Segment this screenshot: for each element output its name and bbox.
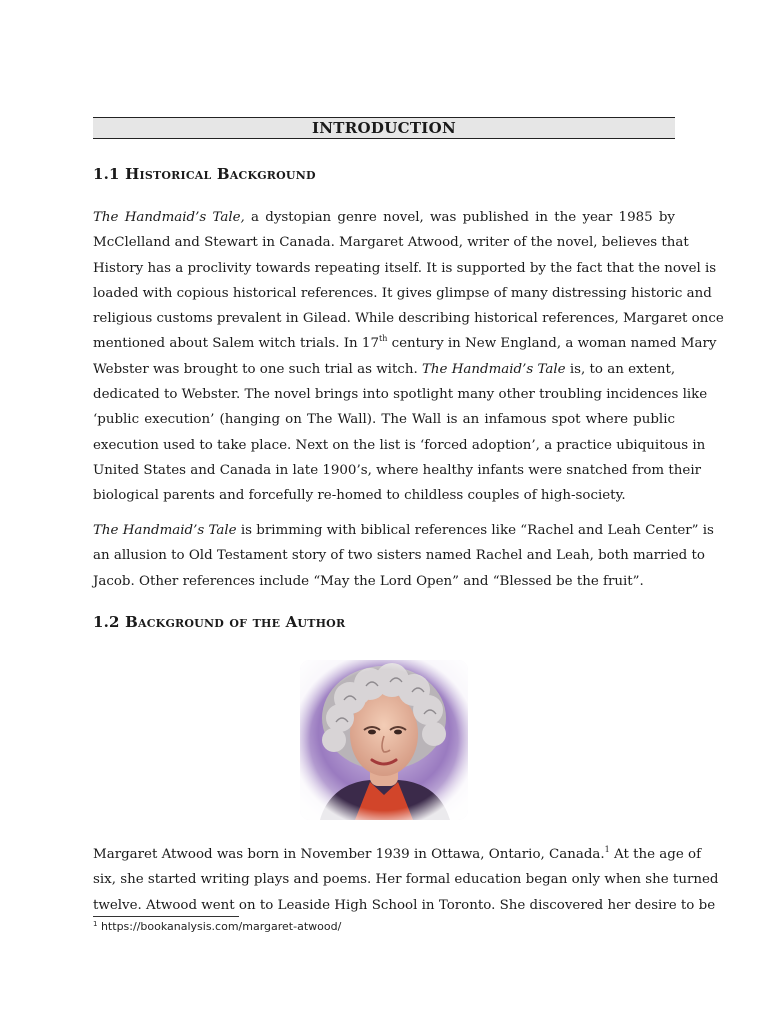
text-line: an allusion to Old Testament story of two sisters named Rachel and Leah, both married to [93,548,705,564]
text-line: ‘public execution’ (hanging on The Wall). The Wall is an infamous spot where public [93,412,675,428]
novel-title: The Handmaid’s Tale, [93,210,245,225]
footnote-number: 1 [93,920,98,928]
section-title: INTRODUCTION [93,117,675,139]
text-line: six, she started writing plays and poems. Her formal education began only when she turned [93,872,719,888]
heading-author-background: 1.2 Background of the Author [93,613,346,631]
text-line: McClelland and Stewart in Canada. Margaret Atwood, writer of the novel, believes that [93,235,689,251]
superscript: th [378,334,388,344]
text-line: dedicated to Webster. The novel brings into spotlight many other troubling incidences like [93,387,708,403]
text-line: loaded with copious historical references. It gives glimpse of many distressing historic and [93,285,712,301]
text-line: The Handmaid’s Tale is brimming with biblical references like “Rachel and Leah Center” is [93,523,714,538]
footnote-divider [93,916,239,917]
text-line: mentioned about Salem witch trials. In 17th century in New England, a woman named Mary [93,334,717,352]
footnote-link[interactable]: https://bookanalysis.com/margaret-atwood/ [97,920,342,933]
text-line: execution used to take place. Next on the list is ‘forced adoption’, a practice ubiquitous in [93,437,706,453]
heading-historical-background: 1.1 Historical Background [93,165,316,183]
footnote [93,920,341,933]
novel-title: The Handmaid’s Tale [421,361,566,377]
paragraph-biblical [93,518,714,594]
author-portrait [300,660,468,820]
text-line: United States and Canada in late 1900’s, where healthy infants were snatched from their [93,462,701,478]
text-line: Webster was brought to one such trial as witch. The Handmaid’s Tale is, to an extent, [93,361,676,377]
text-line: The Handmaid’s Tale, a dystopian genre novel, was published in the year 1985 by [93,210,675,225]
text-line: twelve. Atwood went on to Leaside High School in Toronto. She discovered her desire to be [93,897,716,913]
text-line: biological parents and forcefully re-homed to childless couples of high-society. [93,488,626,504]
text-line: religious customs prevalent in Gilead. While describing historical references, Margaret once [93,311,724,327]
text-line: History has a proclivity towards repeating itself. It is supported by the fact that the novel is [93,260,717,276]
text-line: Jacob. Other references include “May the Lord Open” and “Blessed be the fruit”. [93,573,644,589]
novel-title: The Handmaid’s Tale [93,523,237,538]
paragraph-author [93,842,719,918]
text-line: Margaret Atwood was born in November 1939 in Ottawa, Ontario, Canada.$^1$ At the age of [93,845,702,862]
paragraph-historical [93,205,724,509]
footnote-reference[interactable]: 1 [604,845,610,854]
